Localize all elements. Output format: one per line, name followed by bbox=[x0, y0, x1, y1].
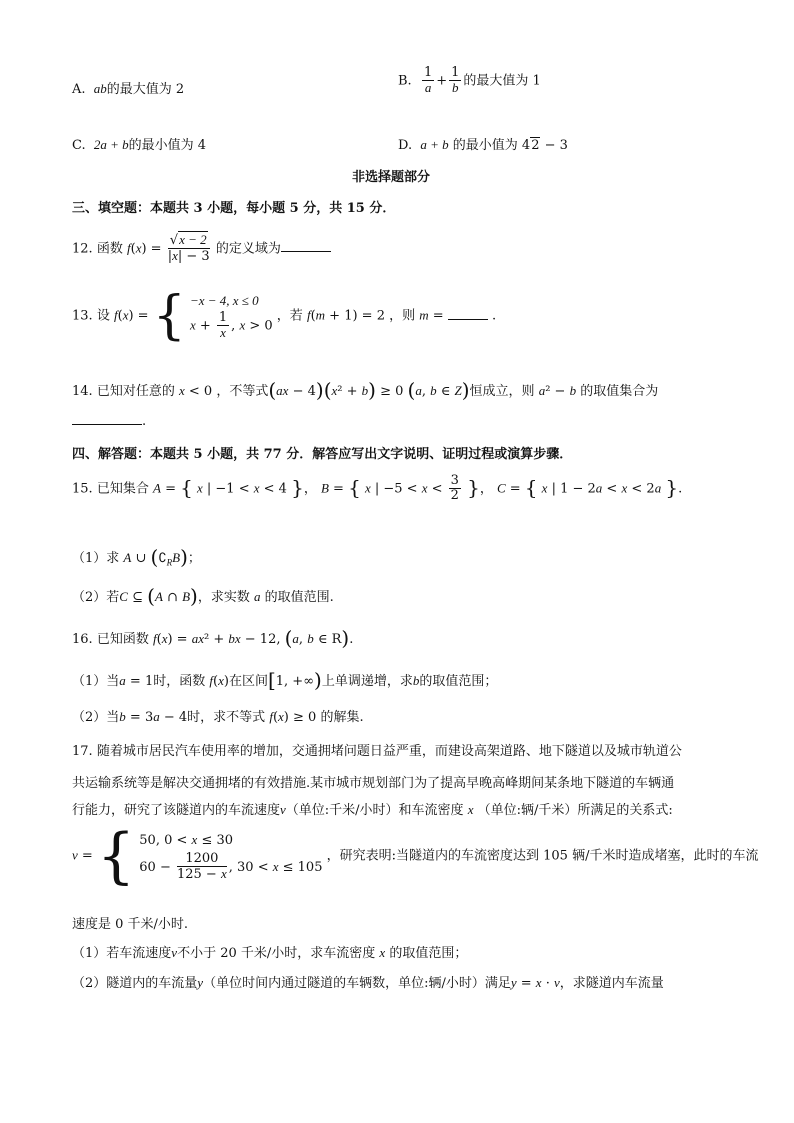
question-17-line-5: 速度是 0 千米/小时. bbox=[72, 917, 189, 932]
question-12: 12. 函数 f(x) = $\frac{√x - 2}{|x| - 3}$ 的定义域为 bbox=[72, 233, 331, 265]
question-15-part-1: （1）求 A ∪ $(∁_RB)$； bbox=[72, 545, 201, 569]
question-17-part-2: （2）隧道内的车流量y（单位时间内通过隧道的车辆数，单位:辆/小时）满足y = x · v，求隧道内车流量 bbox=[72, 975, 664, 991]
option-a: A. ab的最大值为 2 bbox=[72, 81, 185, 97]
question-17-line-2: 共运输系统等是解决交通拥堵的有效措施.某市城市规划部门为了提高早晚高峰期间某条地下隧道的车辆通 bbox=[72, 776, 675, 791]
question-17-line-1: 17. 随着城市居民汽车使用率的增加，交通拥堵问题日益严重，而建设高架道路、地下隧道以及城市轨道公 bbox=[72, 744, 682, 759]
question-17-line-3: 行能力，研究了该隧道内的车流速度v（单位:千米/小时）和车流密度 x （单位:辆/千米）所满足的关系式: bbox=[72, 802, 673, 818]
part4-heading: 四、解答题：本题共 5 小题，共 77 分．解答应写出文字说明、证明过程或演算步骤． bbox=[72, 447, 573, 462]
question-14: 14. 已知对任意的 x < 0 ，不等式(ax − 4)(x² + b) ≥ 0 (a, b ∈ Z)恒成立，则 a² − b 的取值集合为 bbox=[72, 378, 659, 402]
math-ab: ab bbox=[93, 81, 107, 96]
option-c: C. 2a + b的最小值为 4 bbox=[72, 137, 207, 153]
answer-blank-14: . bbox=[72, 414, 146, 429]
section-title: 非选择题部分 bbox=[352, 170, 431, 185]
question-15-part-2: （2）若C ⊆ (A ∩ B)，求实数 a 的取值范围. bbox=[72, 584, 334, 608]
question-16-part-2: （2）当b = 3a − 4时，求不等式 f(x) ≥ 0 的解集. bbox=[72, 709, 364, 725]
option-b: B. $\frac{1}{a}$ + $\frac{1}{b}$ 的最大值为 1 bbox=[398, 65, 541, 96]
question-13: 13. 设 f(x) = { −x − 4, x ≤ 0 x + $\frac{1}{x}$ , x > 0 ，若 f(m + 1) = 2 ，则 m = . bbox=[72, 286, 497, 346]
question-17-part-1: （1）若车流速度v不小于 20 千米/小时，求车流密度 x 的取值范围； bbox=[72, 945, 468, 961]
question-17-formula: v = { 50, 0 < x ≤ 30 60 − $\frac{1200}{125 - x}$ , 30 < x ≤ 105 ，研究表明:当隧道内的车流密度达到 105 辆/千米时造成堵塞，此时的车流 bbox=[72, 821, 759, 891]
option-d: D. a + b 的最小值为 42 − 3 bbox=[398, 137, 568, 153]
question-15: 15. 已知集合 A = { x | −1 < x < 4 }， B = { x | −5 < x < $\frac{3}{2}$ }， C = { x | 1 − 2a < x < 2a }. bbox=[72, 473, 683, 504]
part3-heading: 三、填空题：本题共 3 小题，每小题 5 分，共 15 分． bbox=[72, 201, 396, 216]
question-16: 16. 已知函数 f(x) = ax² + bx − 12, (a, b ∈ R). bbox=[72, 626, 354, 650]
question-16-part-1: （1）当a = 1时，函数 f(x)在区间[1, +∞)上单调递增，求b的取值范围； bbox=[72, 668, 498, 692]
